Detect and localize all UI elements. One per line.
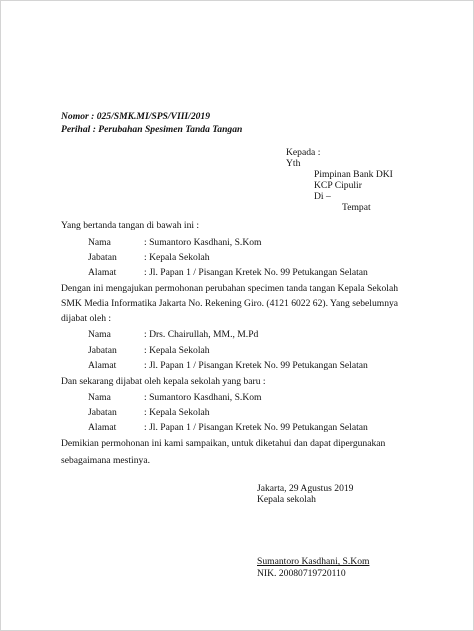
letter-number: Nomor : 025/SMK.MI/SPS/VIII/2019 xyxy=(61,111,211,122)
new-name-label: Nama xyxy=(88,392,111,403)
recipient-line-1: Pimpinan Bank DKI xyxy=(314,169,393,180)
previous-position-label: Jabatan xyxy=(88,345,117,356)
signer1-name-label: Nama xyxy=(88,237,111,248)
previous-name-value: : Drs. Chairullah, MM., M.Pd xyxy=(144,329,259,340)
signer1-position-label: Jabatan xyxy=(88,252,117,263)
paragraph1-line3: dijabat oleh : xyxy=(61,313,112,324)
new-address-value: : Jl. Papan 1 / Pisangan Kretek No. 99 Petukangan Selatan xyxy=(144,422,368,433)
previous-name-label: Nama xyxy=(88,329,111,340)
previous-address-value: : Jl. Papan 1 / Pisangan Kretek No. 99 Petukangan Selatan xyxy=(144,360,368,371)
signature-nik: NIK. 20080719720110 xyxy=(257,568,346,579)
closing-line2: sebagaimana mestinya. xyxy=(61,455,150,466)
paragraph1-line2: SMK Media Informatika Jakarta No. Rekening Giro. (4121 6022 62). Yang sebelumnya xyxy=(61,298,399,309)
signature-place-date: Jakarta, 29 Agustus 2019 xyxy=(257,483,354,494)
recipient-line-3: Di – xyxy=(314,191,331,202)
recipient-tempat: Tempat xyxy=(342,202,371,213)
closing-line1: Demikian permohonan ini kami sampaikan, untuk diketahui dan dapat dipergunakan xyxy=(61,438,386,449)
letter-subject: Perihal : Perubahan Spesimen Tanda Tangan xyxy=(61,124,243,135)
new-address-label: Alamat xyxy=(88,422,117,433)
previous-address-label: Alamat xyxy=(88,360,117,371)
paragraph1-line1: Dengan ini mengajukan permohonan perubahan specimen tanda tangan Kepala Sekolah xyxy=(61,283,398,294)
signer1-address-value: : Jl. Papan 1 / Pisangan Kretek No. 99 Petukangan Selatan xyxy=(144,267,368,278)
new-name-value: : Sumantoro Kasdhani, S.Kom xyxy=(144,392,262,403)
signature-role: Kepala sekolah xyxy=(257,494,316,505)
paragraph2: Dan sekarang dijabat oleh kepala sekolah yang baru : xyxy=(61,376,266,387)
signer1-position-value: : Kepala Sekolah xyxy=(144,252,210,263)
previous-position-value: : Kepala Sekolah xyxy=(144,345,210,356)
new-position-label: Jabatan xyxy=(88,407,117,418)
signer1-address-label: Alamat xyxy=(88,267,117,278)
recipient-yth: Yth xyxy=(286,158,301,169)
signer1-name-value: : Sumantoro Kasdhani, S.Kom xyxy=(144,237,262,248)
new-position-value: : Kepala Sekolah xyxy=(144,407,210,418)
intro-text: Yang bertanda tangan di bawah ini : xyxy=(61,220,200,231)
recipient-line-2: KCP Cipulir xyxy=(314,180,362,191)
recipient-kepada: Kepada : xyxy=(286,147,321,158)
signature-name: Sumantoro Kasdhani, S.Kom xyxy=(257,556,370,567)
